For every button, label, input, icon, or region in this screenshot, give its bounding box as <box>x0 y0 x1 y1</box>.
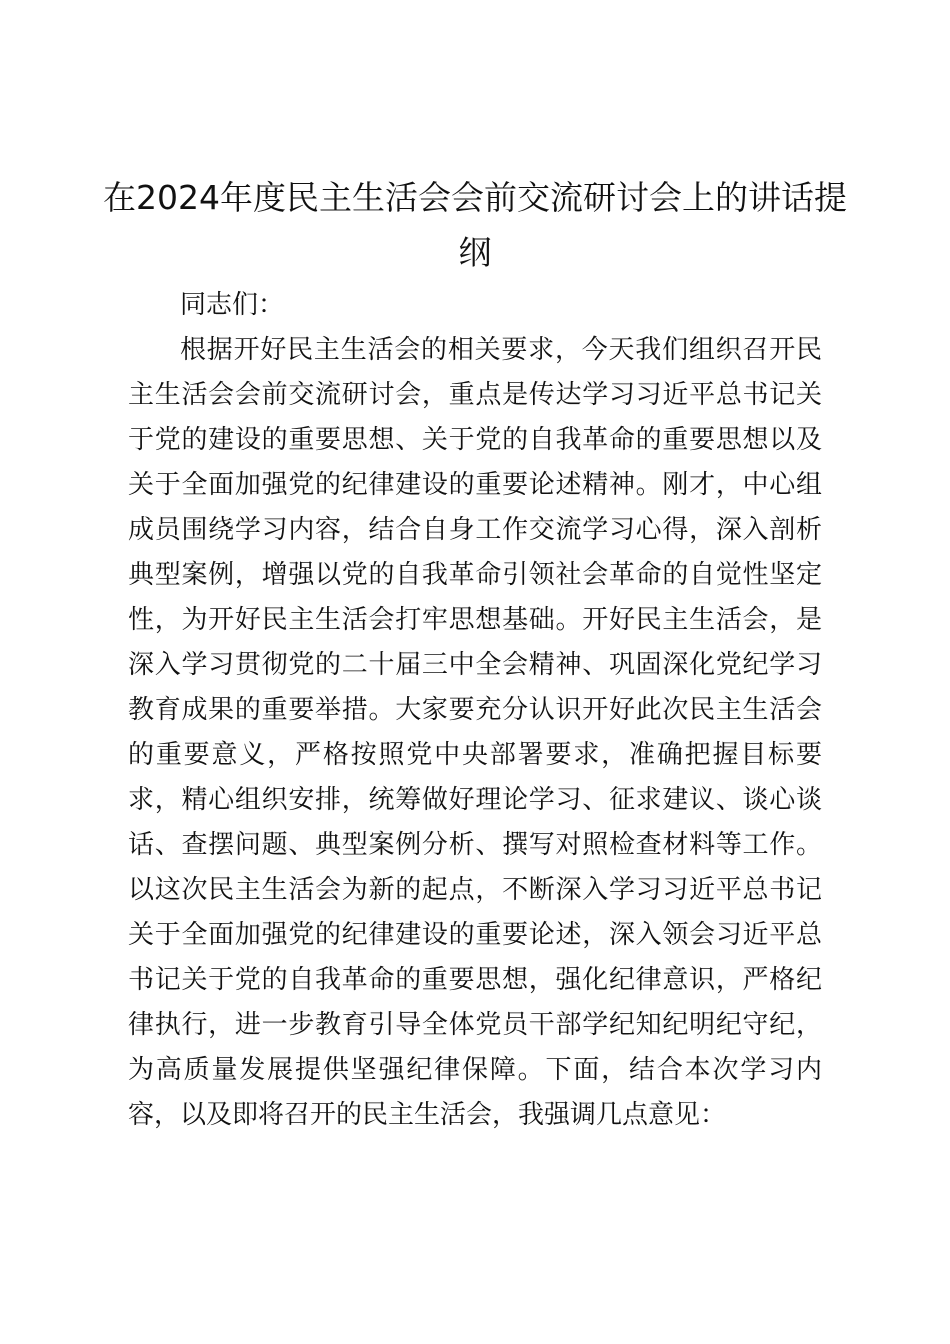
body-paragraph: 根据开好民主生活会的相关要求，今天我们组织召开民主生活会会前交流研讨会，重点是传达学习习近平总书记关于党的建设的重要思想、关于党的自我革命的重要思想以及关于全面加强党的纪律建设的重要论述精神。刚才，中心组成员围绕学习内容，结合自身工作交流学习心得，深入剖析典型案例，增强以党的自我革命引领社会革命的自觉性坚定性，为开好民主生活会打牢思想基础。开好民主生活会，是深入学习贯彻党的二十届三中全会精神、巩固深化党纪学习教育成果的重要举措。大家要充分认识开好此次民主生活会的重要意义，严格按照党中央部署要求，准确把握目标要求，精心组织安排，统筹做好理论学习、征求建议、谈心谈话、查摆问题、典型案例分析、撰写对照检查材料等工作。以这次民主生活会为新的起点，不断深入学习习近平总书记关于全面加强党的纪律建设的重要论述，深入领会习近平总书记关于党的自我革命的重要思想，强化纪律意识，严格纪律执行，进一步教育引导全体党员干部学纪知纪明纪守纪，为高质量发展提供坚强纪律保障。下面，结合本次学习内容，以及即将召开的民主生活会，我强调几点意见： <box>128 335 822 1130</box>
salutation: 同志们： <box>180 290 285 320</box>
document-body <box>128 283 822 1138</box>
document-title: 在2024年度民主生活会会前交流研讨会上的讲话提纲 <box>103 178 847 272</box>
